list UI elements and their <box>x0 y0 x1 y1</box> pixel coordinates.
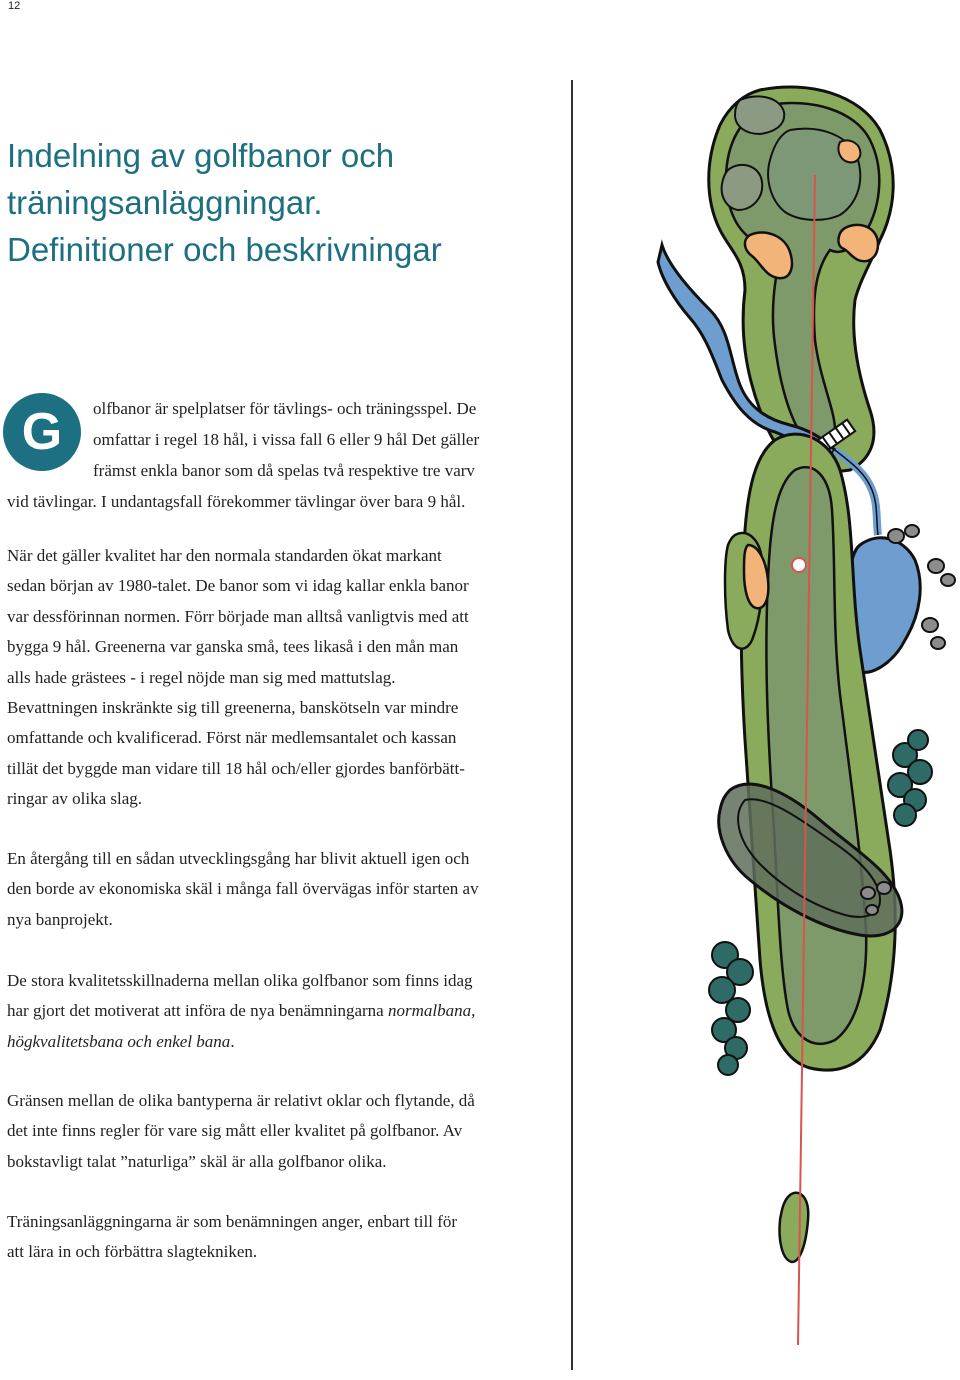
text-line <box>7 1027 537 1057</box>
dropcap: G <box>3 393 81 471</box>
golf-hole-plan-icon <box>620 80 960 1380</box>
term-hogkvalitet-enkel: högkvalitetsbana och enkel bana <box>7 1031 231 1051</box>
text-line: alls hade grästees - i regel nöjde man sig med mattutslag. <box>7 667 396 687</box>
text-line: den borde av ekonomiska skäl i många fall övervägas inför starten av <box>7 879 479 899</box>
title-line-3: Definitioner och beskrivningar <box>7 231 442 268</box>
text-line: bokstavligt talat ”naturliga” skäl är alla golfbanor olika. <box>7 1151 387 1171</box>
paragraph-quality <box>7 541 537 815</box>
text-line: Bevattningen inskränkte sig till greenerna, banskötseln var mindre <box>7 698 459 718</box>
text-line: ringar av olika slag. <box>7 789 143 809</box>
intro-line: omfattar i regel 18 hål, i vissa fall 6 eller 9 hål Det gäller <box>93 430 480 449</box>
text-line: sedan början av 1980-talet. De banor som vi idag kallar enkla banor <box>7 576 469 596</box>
bunker <box>838 140 860 162</box>
text-line: nya banprojekt. <box>7 909 113 929</box>
trees-icon <box>709 942 753 1075</box>
text-line: De stora kvalitetsskillnaderna mellan olika golfbanor som finns idag <box>7 971 473 990</box>
text-line: tillät det byggde man vidare till 18 hål och/eller gjordes banförbätt- <box>7 758 465 778</box>
text-line: omfattande och kvalificerad. Först när medlemsantalet och kassan <box>7 728 457 748</box>
paragraph-boundary <box>7 1086 537 1177</box>
text-line-end: . <box>230 1031 235 1051</box>
trees-icon <box>888 730 932 826</box>
text-line: En återgång till en sådan utvecklingsgång har blivit aktuell igen och <box>7 849 470 868</box>
term-normalbana: normalbana, <box>387 1001 476 1021</box>
target-marker <box>792 558 806 572</box>
intro-line: främst enkla banor som då spelas två respektive tre varv <box>93 461 475 480</box>
text-line: var dessförinnan normen. Förr började man alltså vanligtvis med att <box>7 606 469 626</box>
text-line <box>7 996 537 1026</box>
intro-line: olfbanor är spelplatser för tävlings- och träningsspel. De <box>93 399 477 418</box>
title-line-1: Indelning av golfbanor och <box>7 137 395 174</box>
text-line: Träningsanläggningarna är som benämningen anger, enbart till för <box>7 1212 458 1231</box>
text-line: bygga 9 hål. Greenerna var ganska små, tees likaså i den mån man <box>7 637 459 657</box>
paragraph-quality-differences <box>7 966 537 1057</box>
paragraph-training <box>7 1207 537 1268</box>
text-line-start: har gjort det motiverat att införa de nya benämningarna <box>7 1001 384 1021</box>
intro-line: vid tävlingar. I undantagsfall förekommer tävlingar över bara 9 hål. <box>7 492 466 511</box>
text-line: Gränsen mellan de olika bantyperna är relativt oklar och flytande, då <box>7 1091 475 1110</box>
column-divider <box>571 80 573 1370</box>
text-line: att lära in och förbättra slagtekniken. <box>7 1242 258 1262</box>
page-title <box>7 132 442 273</box>
tee-box <box>780 1193 809 1262</box>
title-line-2: träningsanläggningar. <box>7 184 323 221</box>
intro-paragraph <box>7 393 527 517</box>
rock-patch <box>735 96 784 134</box>
rock-patch <box>722 165 763 210</box>
text-line: När det gäller kvalitet har den normala standarden ökat markant <box>7 546 442 565</box>
paragraph-return <box>7 844 537 935</box>
page-number: 12 <box>8 0 21 12</box>
text-line: det inte finns regler för vare sig mått eller kvalitet på golfbanor. Av <box>7 1121 463 1141</box>
